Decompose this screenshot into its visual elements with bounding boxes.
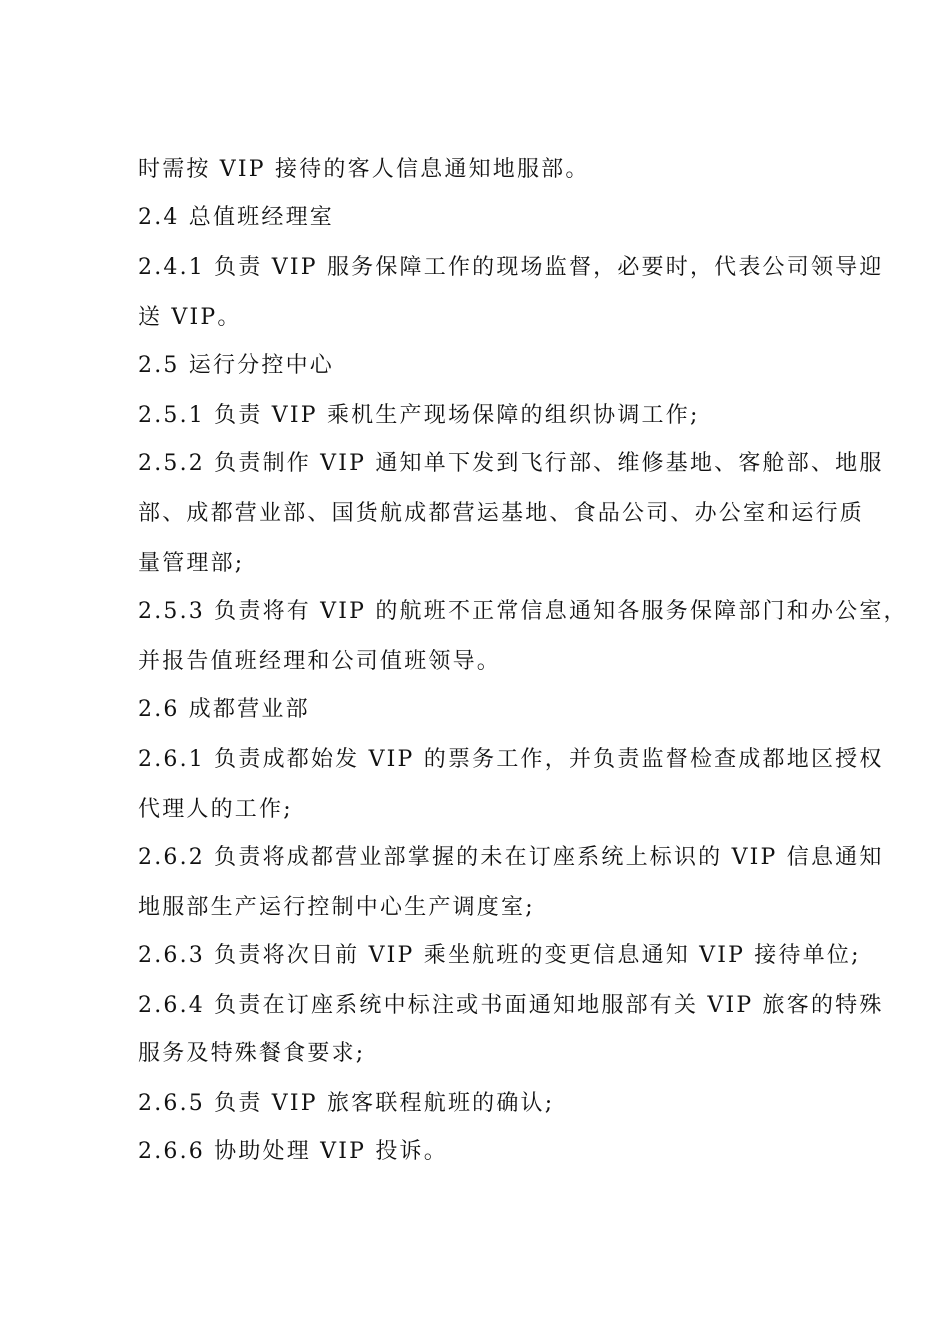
text-line: 2.6.6 协助处理 VIP 投诉。 [138,1139,448,1164]
text-line: 2.5.2 负责制作 VIP 通知单下发到飞行部、维修基地、客舱部、地服 [138,451,884,476]
text-line: 2.5.1 负责 VIP 乘机生产现场保障的组织协调工作; [138,403,700,428]
text-line: 2.4.1 负责 VIP 服务保障工作的现场监督，必要时，代表公司领导迎 [138,255,884,280]
text-line: 2.6.4 负责在订座系统中标注或书面通知地服部有关 VIP 旅客的特殊 [138,993,884,1018]
text-line: 2.6.1 负责成都始发 VIP 的票务工作，并负责监督检查成都地区授权 [138,747,884,772]
text-line: 2.5.3 负责将有 VIP 的航班不正常信息通知各服务保障部门和办公室， [138,599,908,624]
text-line: 量管理部; [138,551,245,576]
text-line: 送 VIP。 [138,305,242,330]
text-line: 代理人的工作; [138,797,293,822]
section-heading: 2.5 运行分控中心 [138,353,334,378]
text-line: 部、成都营业部、国货航成都营运基地、食品公司、办公室和运行质 [138,501,865,526]
text-line: 2.6.3 负责将次日前 VIP 乘坐航班的变更信息通知 VIP 接待单位; [138,943,861,968]
section-heading: 2.6 成都营业部 [138,697,310,722]
text-line: 地服部生产运行控制中心生产调度室; [138,895,535,920]
text-line: 2.6.2 负责将成都营业部掌握的未在订座系统上标识的 VIP 信息通知 [138,845,884,870]
section-heading: 2.4 总值班经理室 [138,205,334,230]
text-line: 服务及特殊餐食要求; [138,1041,366,1066]
text-line: 并报告值班经理和公司值班领导。 [138,649,502,674]
text-line: 时需按 VIP 接待的客人信息通知地服部。 [138,157,590,182]
text-line: 2.6.5 负责 VIP 旅客联程航班的确认; [138,1091,555,1116]
